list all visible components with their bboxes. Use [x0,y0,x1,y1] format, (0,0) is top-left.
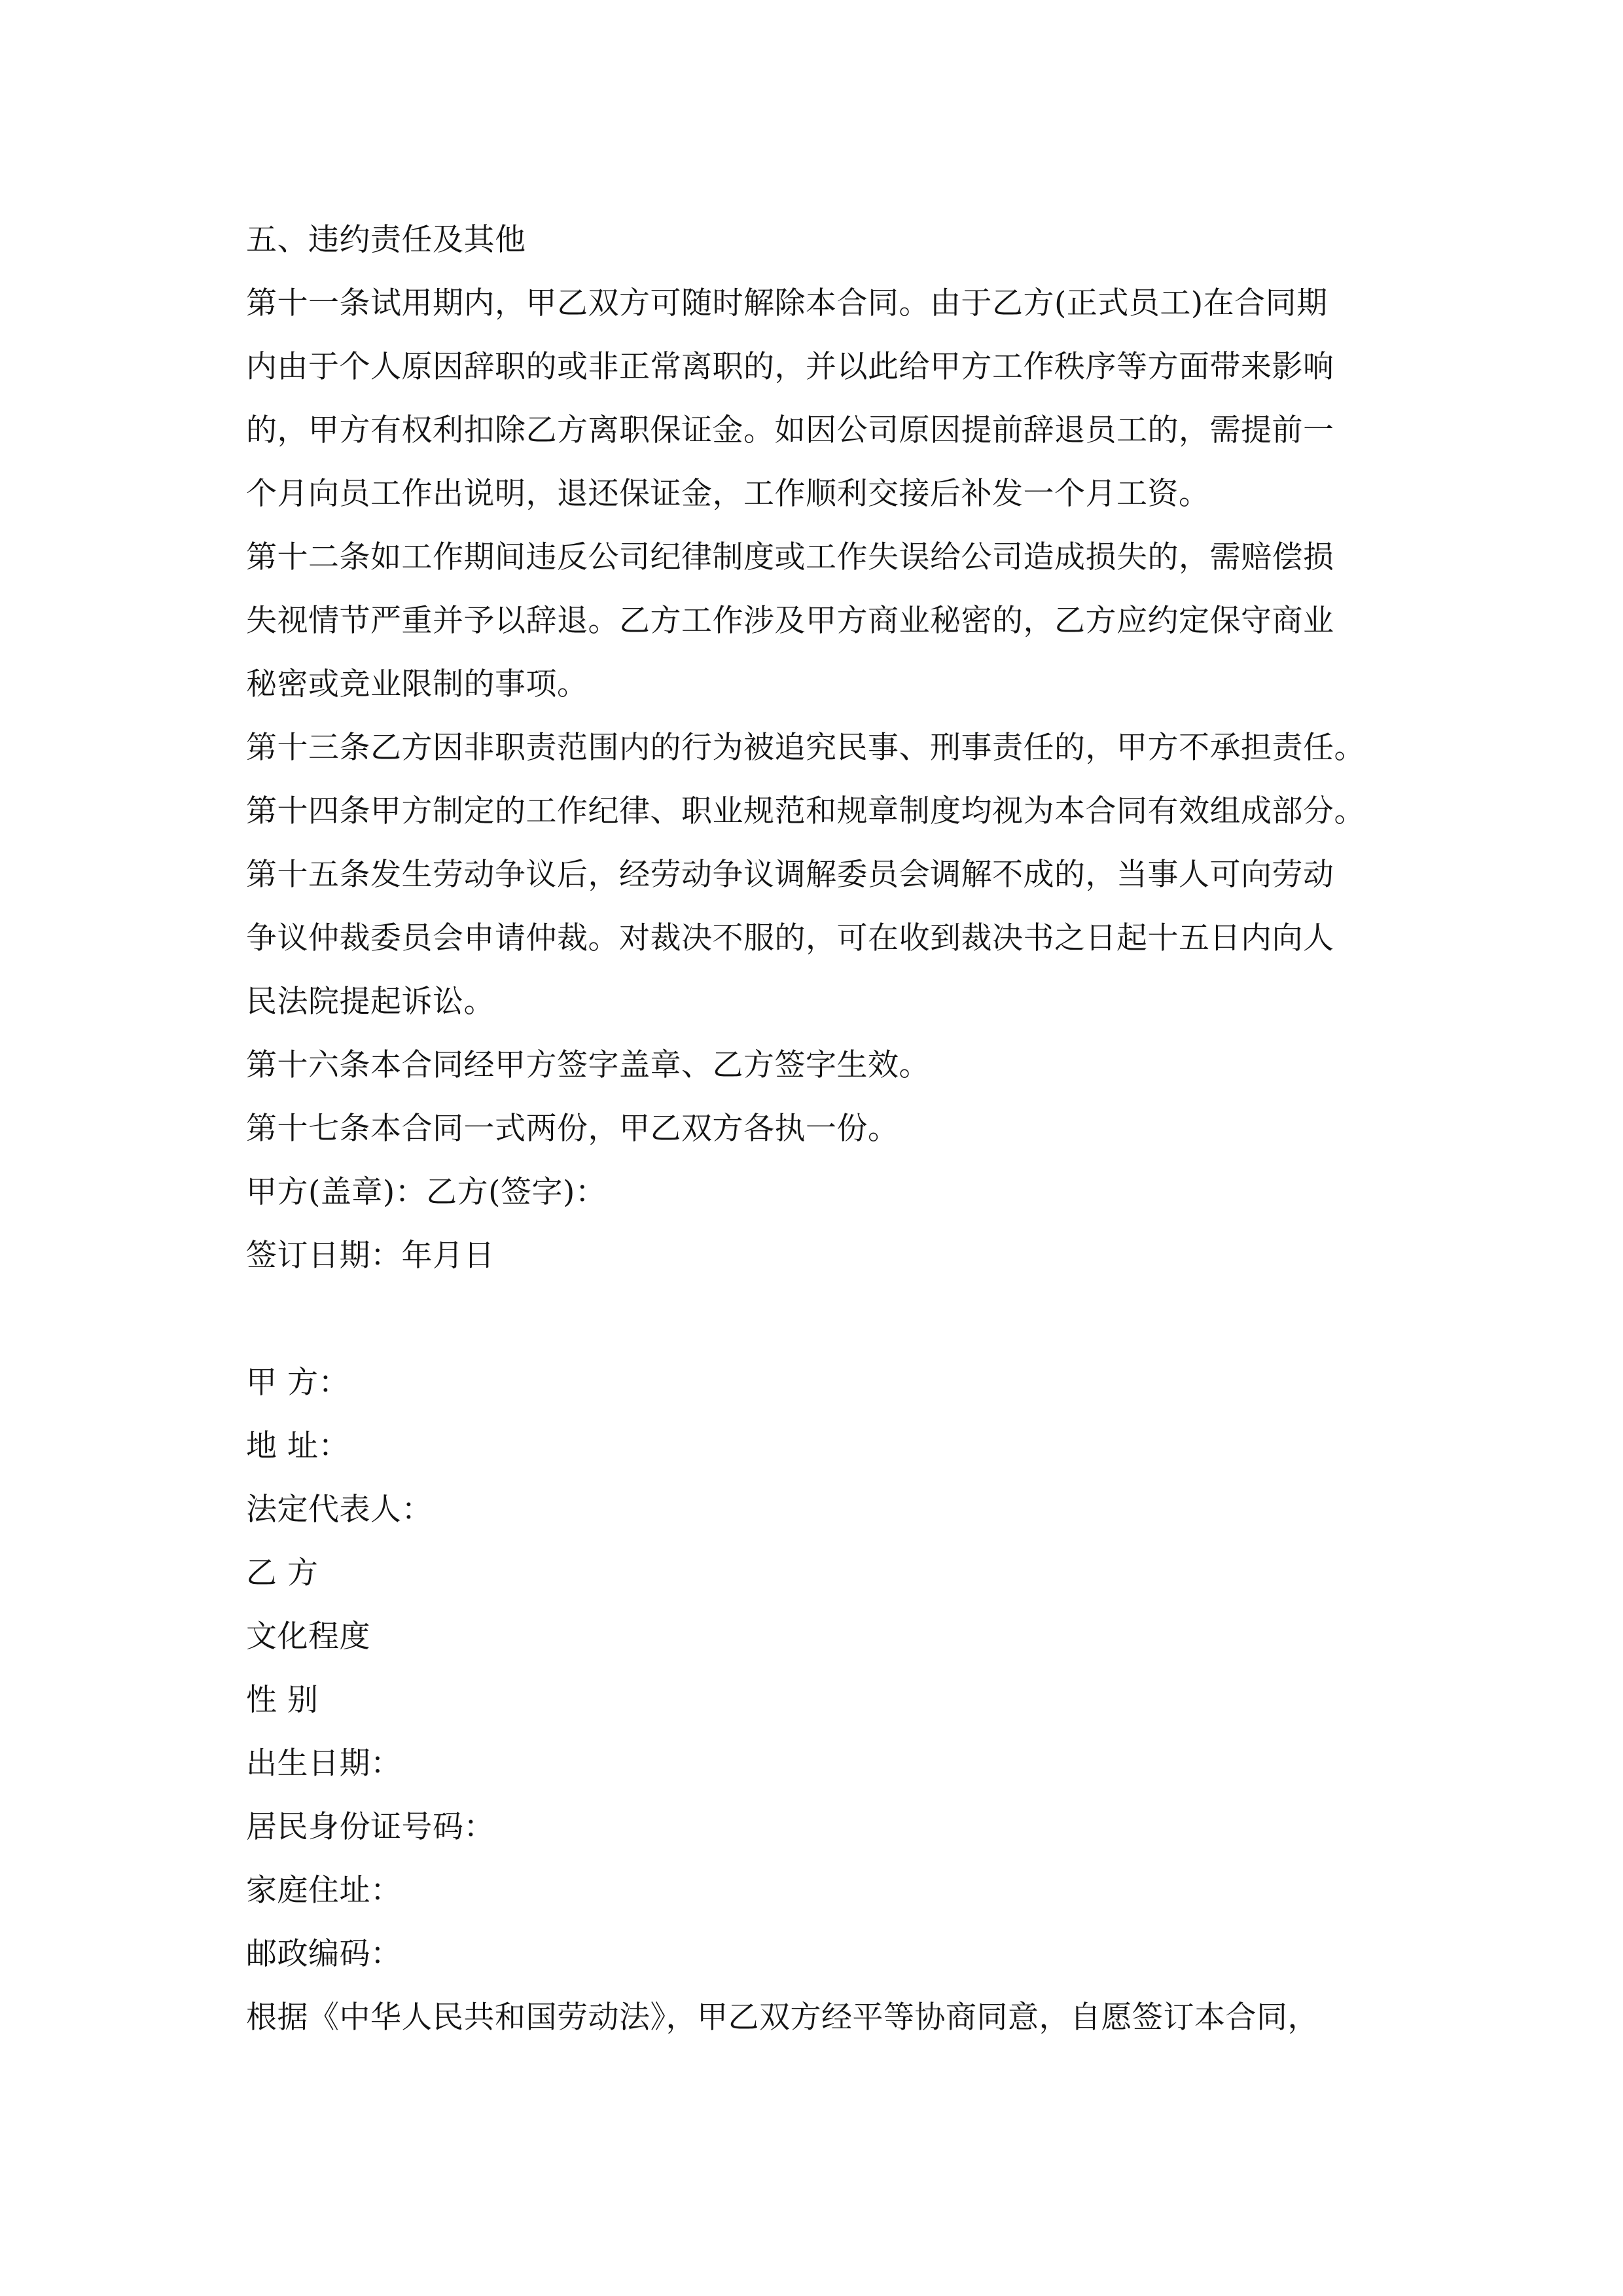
legal-representative-label: 法定代表人： [246,1492,433,1528]
sign-date-line: 签订日期：年月日 [246,1238,495,1274]
preamble-line: 根据《中华人民共和国劳动法》，甲乙双方经平等协商同意，自愿签订本合同， [246,2000,1319,2036]
article-11-line-3: 的，甲方有权利扣除乙方离职保证金。如因公司原因提前辞退员工的，需提前一 [246,412,1334,448]
postal-code-label: 邮政编码： [246,1936,402,1972]
article-13: 第十三条乙方因非职责范围内的行为被追究民事、刑事责任的，甲方不承担责任。 [246,730,1365,766]
home-address-label: 家庭住址： [246,1873,402,1909]
blank-spacer [246,1287,1404,1351]
education-label: 文化程度 [246,1619,370,1655]
article-15-line-2: 争议仲裁委员会申请仲裁。对裁决不服的，可在收到裁决书之日起十五日内向人 [246,920,1334,956]
birth-date-label: 出生日期： [246,1746,402,1782]
article-12-line-3: 秘密或竞业限制的事项。 [246,666,588,702]
article-12-line-2: 失视情节严重并予以辞退。乙方工作涉及甲方商业秘密的，乙方应约定保守商业 [246,603,1334,639]
article-11-line-4: 个月向员工作出说明，退还保证金，工作顺利交接后补发一个月工资。 [246,476,1210,512]
gender-label: 性 别 [246,1682,319,1718]
article-11-line-2: 内由于个人原因辞职的或非正常离职的，并以此给甲方工作秩序等方面带来影响 [246,349,1334,385]
address-label: 地 址： [246,1428,349,1464]
article-15-line-1: 第十五条发生劳动争议后，经劳动争议调解委员会调解不成的，当事人可向劳动 [246,857,1334,893]
section-heading: 五、违约责任及其他 [246,222,526,258]
article-11-line-1: 第十一条试用期内，甲乙双方可随时解除本合同。由于乙方(正式员工)在合同期 [246,285,1328,321]
article-14: 第十四条甲方制定的工作纪律、职业规范和规章制度均视为本合同有效组成部分。 [246,793,1365,829]
article-12-line-1: 第十二条如工作期间违反公司纪律制度或工作失误给公司造成损失的，需赔偿损 [246,539,1334,575]
id-number-label: 居民身份证号码： [246,1809,495,1845]
article-16: 第十六条本合同经甲方签字盖章、乙方签字生效。 [246,1047,930,1083]
party-a-label: 甲 方： [246,1365,349,1401]
article-17: 第十七条本合同一式两份，甲乙双方各执一份。 [246,1111,899,1147]
signature-line: 甲方(盖章)：乙方(签字)： [246,1174,607,1210]
party-b-label: 乙 方 [246,1555,319,1591]
document-body [246,208,1404,2049]
article-15-line-3: 民法院提起诉讼。 [246,984,495,1020]
